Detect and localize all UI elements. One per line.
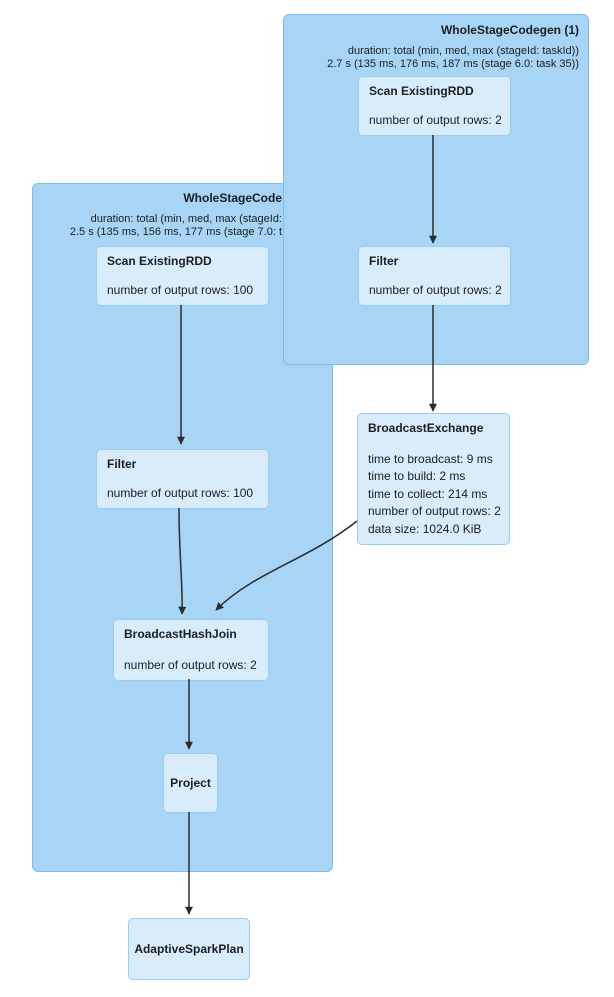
metric-time-to-build: time to build: 2 ms	[368, 469, 466, 483]
node-title: Scan ExistingRDD	[369, 84, 474, 98]
node-title: Filter	[369, 254, 399, 268]
cluster-duration-value: 2.5 s (135 ms, 156 ms, 177 ms (stage 7.0: t	[69, 226, 282, 238]
metric-output-rows: number of output rows: 100	[107, 485, 254, 500]
node-title: Scan ExistingRDD	[107, 254, 212, 268]
node-title: Project	[170, 775, 211, 790]
metric-time-to-broadcast: time to broadcast: 9 ms	[368, 451, 493, 466]
node-metrics	[124, 657, 258, 675]
metric-data-size: data size: 1024.0 KiB	[368, 521, 482, 536]
cluster-duration-header: duration: total (min, med, max (stageId:	[90, 213, 282, 225]
metric-output-rows: number of output rows: 2	[369, 112, 502, 127]
metric-output-rows: number of output rows: 2	[368, 504, 501, 518]
node-title: BroadcastHashJoin	[124, 627, 237, 641]
node-filter-2	[96, 449, 269, 509]
node-title: Filter	[107, 457, 137, 471]
metric-output-rows: number of output rows: 100	[107, 282, 254, 297]
node-project	[163, 753, 218, 813]
metric-output-rows: number of output rows: 2	[124, 657, 257, 672]
node-metrics	[368, 451, 499, 539]
cluster-label	[70, 191, 282, 239]
node-metrics	[369, 112, 500, 130]
cluster-title: WholeStageCodegen (1)	[440, 23, 579, 37]
cluster-title: WholeStageCode	[183, 191, 282, 205]
node-scan-existingrdd-1	[358, 76, 511, 136]
cluster-duration-header: duration: total (min, med, max (stageId: taskId))	[347, 45, 579, 57]
node-scan-existingrdd-2	[96, 246, 269, 306]
metric-time-to-collect: time to collect: 214 ms	[368, 486, 488, 501]
cluster-duration-value: 2.7 s (135 ms, 176 ms, 187 ms (stage 6.0: task 35))	[327, 58, 579, 70]
node-metrics	[107, 282, 258, 300]
node-title: AdaptiveSparkPlan	[134, 941, 244, 956]
metric-output-rows: number of output rows: 2	[369, 282, 502, 297]
node-metrics	[107, 485, 258, 503]
node-filter-1	[358, 246, 511, 306]
cluster-wholestagecodegen-1	[283, 14, 589, 365]
node-metrics	[369, 282, 500, 300]
node-broadcastexchange	[357, 413, 510, 545]
node-adaptivesparkplan	[128, 918, 250, 980]
node-broadcasthashjoin	[113, 619, 269, 681]
cluster-label	[327, 23, 579, 71]
node-title: BroadcastExchange	[368, 421, 484, 435]
